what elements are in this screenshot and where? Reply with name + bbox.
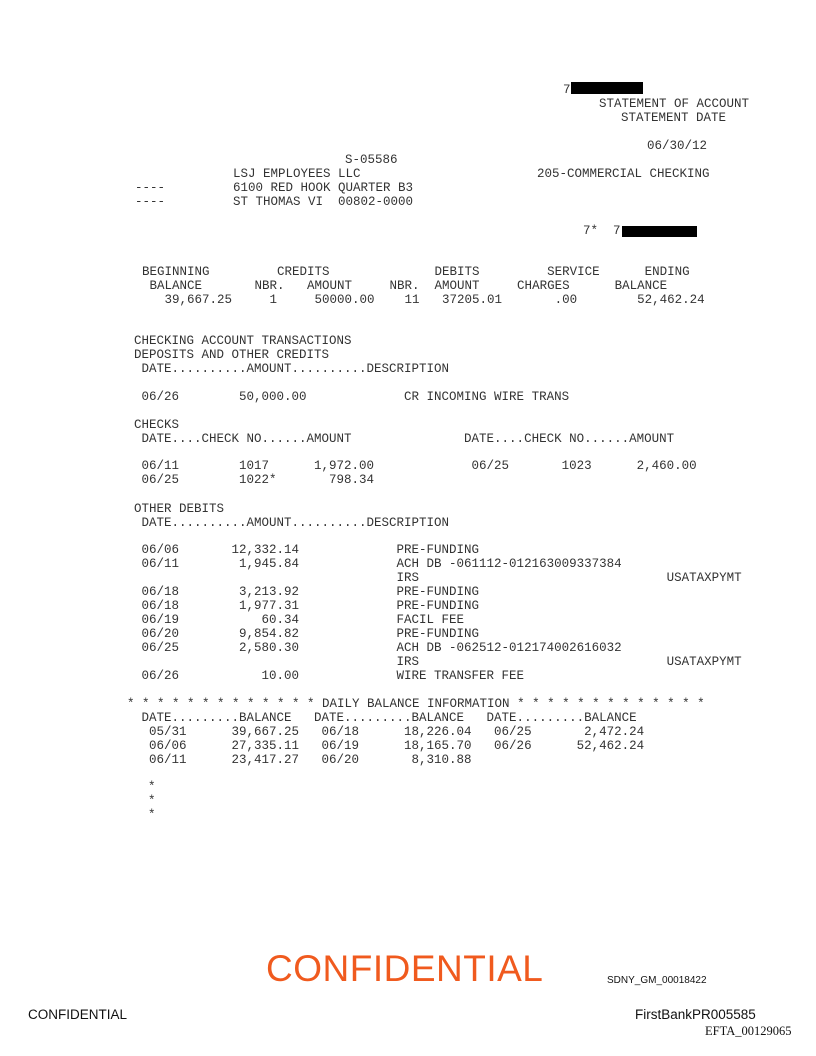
account-number-prefix: 7	[563, 83, 571, 97]
credits-title: DEPOSITS AND OTHER CREDITS	[134, 348, 330, 362]
daily-balance-header: DATE.........BALANCE DATE.........BALANCE DATE.........BALANCE	[134, 711, 637, 725]
debit-row: 06/11 1,945.84 ACH DB -061112-012163009337384	[134, 557, 622, 571]
statement-date-label: STATEMENT DATE	[621, 111, 727, 125]
check-row: 06/25 1022* 798.34	[134, 473, 375, 487]
checks-header: DATE....CHECK NO......AMOUNT DATE....CHECK NO......AMOUNT	[134, 432, 675, 446]
address-line-1: 6100 RED HOOK QUARTER B3	[233, 181, 414, 195]
summary-values: 39,667.25 1 50000.00 11 37205.01 .00 52,462.24	[142, 293, 705, 307]
statement-code: S-05586	[345, 153, 398, 167]
address-dash: ----	[135, 195, 166, 209]
daily-balance-row: 05/31 39,667.25 06/18 18,226.04 06/25 2,472.24	[134, 725, 645, 739]
other-debits-title: OTHER DEBITS	[134, 502, 225, 516]
account-type: 205-COMMERCIAL CHECKING	[537, 167, 710, 181]
account-reference: 7* 7	[583, 224, 621, 238]
transactions-title: CHECKING ACCOUNT TRANSACTIONS	[134, 334, 352, 348]
credits-header: DATE..........AMOUNT..........DESCRIPTION	[134, 362, 450, 376]
bates-number-sdny: SDNY_GM_00018422	[607, 975, 707, 986]
account-reference-redaction	[622, 226, 697, 237]
bates-number-firstbank: FirstBankPR005585	[635, 1007, 756, 1022]
daily-balance-row: 06/11 23,417.27 06/20 8,310.88	[134, 753, 472, 767]
end-marker-star: *	[148, 780, 156, 794]
summary-header-2: BALANCE NBR. AMOUNT NBR. AMOUNT CHARGES BALANCE	[142, 279, 668, 293]
statement-date: 06/30/12	[647, 139, 708, 153]
confidential-label: CONFIDENTIAL	[28, 1007, 128, 1022]
debit-row: 06/19 60.34 FACIL FEE	[134, 613, 465, 627]
confidential-stamp: CONFIDENTIAL	[266, 948, 544, 989]
end-marker-star: *	[148, 794, 156, 808]
statement-title: STATEMENT OF ACCOUNT	[599, 97, 750, 111]
other-debits-header: DATE..........AMOUNT..........DESCRIPTION	[134, 516, 450, 530]
debit-row: 06/06 12,332.14 PRE-FUNDING	[134, 543, 480, 557]
bates-number-efta: EFTA_00129065	[705, 1024, 792, 1038]
debit-row: IRS USATAXPYMT	[134, 571, 742, 585]
debit-row: 06/20 9,854.82 PRE-FUNDING	[134, 627, 480, 641]
daily-balance-row: 06/06 27,335.11 06/19 18,165.70 06/26 52,462.24	[134, 739, 645, 753]
debit-row: 06/25 2,580.30 ACH DB -062512-012174002616032	[134, 641, 622, 655]
checks-title: CHECKS	[134, 418, 180, 432]
account-number-redaction	[571, 82, 643, 94]
debit-row: 06/26 10.00 WIRE TRANSFER FEE	[134, 669, 525, 683]
check-row: 06/11 1017 1,972.00 06/25 1023 2,460.00	[134, 459, 697, 473]
credit-row: 06/26 50,000.00 CR INCOMING WIRE TRANS	[134, 390, 570, 404]
debit-row: IRS USATAXPYMT	[134, 655, 742, 669]
end-marker-star: *	[148, 808, 156, 822]
address-line-2: ST THOMAS VI 00802-0000	[233, 195, 414, 209]
debit-row: 06/18 3,213.92 PRE-FUNDING	[134, 585, 480, 599]
summary-header-1: BEGINNING CREDITS DEBITS SERVICE ENDING	[142, 265, 690, 279]
customer-name: LSJ EMPLOYEES LLC	[233, 167, 361, 181]
debit-row: 06/18 1,977.31 PRE-FUNDING	[134, 599, 480, 613]
address-dash: ----	[135, 181, 166, 195]
daily-balance-banner: * * * * * * * * * * * * * DAILY BALANCE INFORMATION * * * * * * * * * * * * *	[127, 697, 705, 711]
